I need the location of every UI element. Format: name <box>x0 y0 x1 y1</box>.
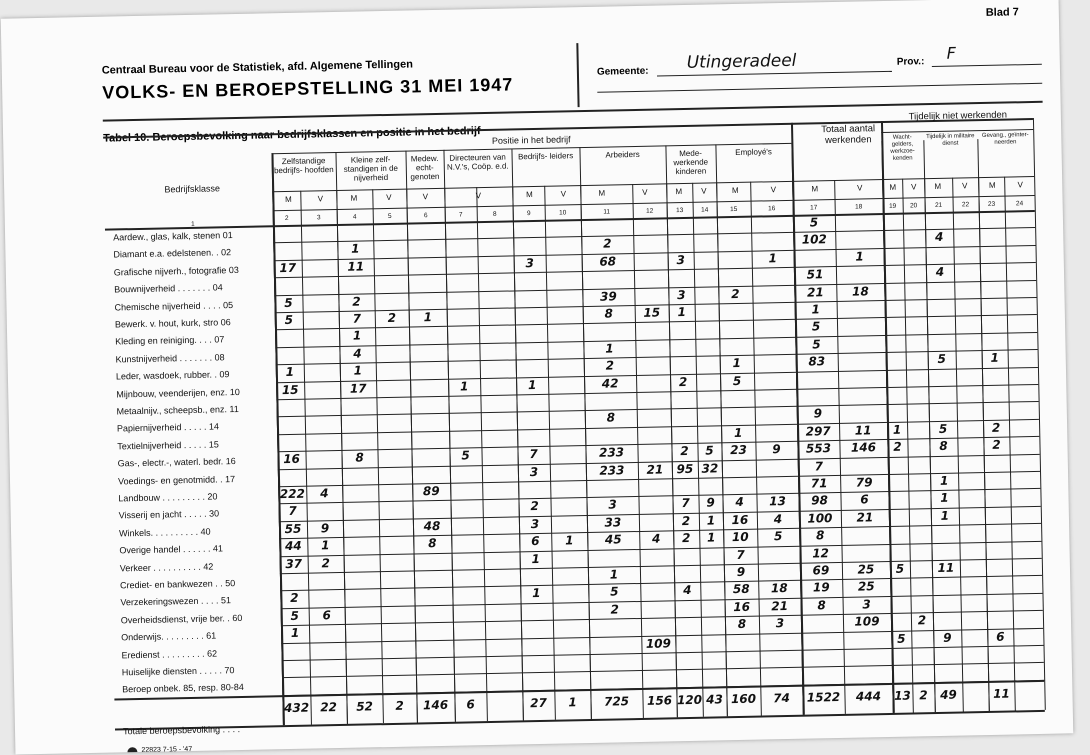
table-cell: 5 <box>809 215 819 230</box>
total-cell: 13 <box>893 688 911 703</box>
table-cell: 2 <box>917 613 927 628</box>
row-label: Aardew., glas, kalk, stenen 01 <box>113 230 233 243</box>
table-cell: 4 <box>683 583 692 598</box>
table-cell: 2 <box>605 358 615 373</box>
column-group-2: Kleine zelf- standigen in de nijverheid <box>343 154 399 183</box>
sub-header-m: M <box>598 188 606 198</box>
table-cell: 7 <box>352 311 362 326</box>
column-group-10: Wacht- gelders, werkzoe- kenden <box>890 134 915 162</box>
table-cell: 37 <box>285 556 303 571</box>
table-cell: 98 <box>811 493 829 508</box>
row-label: Bewerk. v. hout, kurk, stro 06 <box>114 317 231 330</box>
table-cell: 1 <box>532 586 541 601</box>
table-cell: 39 <box>599 288 617 304</box>
table-cell: 2 <box>681 513 691 528</box>
table-cell: 1 <box>459 378 469 394</box>
table-cell: 7 <box>681 496 690 511</box>
table-cell: 297 <box>805 423 831 439</box>
table-cell: 3 <box>862 597 871 612</box>
table-cell: 7 <box>814 458 824 474</box>
table-cell: 2 <box>530 499 539 514</box>
table-cell: 4 <box>935 264 945 280</box>
positie-header: Positie in het bedrijf <box>491 134 571 146</box>
column-number-5: 5 <box>387 212 392 220</box>
sub-header-v: V <box>857 183 863 193</box>
bureau-title: Centraal Bureau voor de Statistiek, afd. Algemene Tellingen <box>101 58 413 77</box>
table-cell: 12 <box>812 545 830 561</box>
table-cell: 102 <box>801 232 827 248</box>
table-cell: 1 <box>531 551 540 566</box>
row-label: Chemische nijverheid . . . . 05 <box>114 299 234 313</box>
table-cell: 9 <box>736 564 746 580</box>
table-cell: 5 <box>897 631 906 646</box>
table-cell: 109 <box>854 614 880 629</box>
total-cell: 49 <box>939 687 957 702</box>
table-cell: 48 <box>423 518 441 534</box>
total-cell: 2 <box>919 688 928 703</box>
sub-header-v: V <box>422 192 429 202</box>
total-cell: 444 <box>855 688 882 704</box>
sub-header-v: V <box>911 182 917 192</box>
sub-header-m: M <box>675 187 683 197</box>
table-cell: 1 <box>564 533 574 548</box>
column-number-20: 20 <box>909 202 918 210</box>
table-cell: 51 <box>806 267 824 282</box>
table-cell: 9 <box>320 520 330 536</box>
table-cell: 1 <box>939 473 949 488</box>
table-cell: 2 <box>731 286 740 301</box>
table-title: Tabel 10. Beroepsbevolking naar bedrijfsklassen en positie in het bedrijf <box>103 125 481 145</box>
table-cell: 3 <box>529 464 539 479</box>
table-cell: 2 <box>681 531 691 546</box>
table-cell: 3 <box>608 497 617 512</box>
print-code: 22823 7-15 - '47 <box>141 745 193 755</box>
row-label: Papiernijverheid . . . . . 14 <box>116 421 220 434</box>
table-cell: 13 <box>769 494 787 509</box>
sub-header-v: V <box>475 191 482 201</box>
table-cell: 9 <box>813 406 823 421</box>
row-label: Onderwijs. . . . . . . . . 61 <box>121 630 217 643</box>
table-cell: 2 <box>991 420 1001 435</box>
table-cell: 55 <box>284 521 302 536</box>
table-cell: 1 <box>892 422 902 437</box>
row-label: Gas-, electr.-, waterl. bedr. 16 <box>117 456 236 469</box>
tijdelijk-header: Tijdelijk niet werkenden <box>908 109 1008 123</box>
table-cell: 5 <box>937 351 947 367</box>
column-group-12: Gevang., geïnter- neerden <box>981 132 1029 146</box>
sub-header-m: M <box>731 185 739 196</box>
table-cell: 1 <box>733 425 743 440</box>
row-label: Overheidsdienst, vrije ber. . 60 <box>120 612 243 626</box>
row-label: Visserij en jacht . . . . . 30 <box>118 508 220 521</box>
table-cell: 16 <box>731 512 749 527</box>
table-cell: 1 <box>605 341 614 356</box>
table-cell: 3 <box>525 255 535 271</box>
total-cell: 74 <box>773 690 790 706</box>
table-cell: 11 <box>937 560 955 575</box>
table-cell: 2 <box>290 591 299 606</box>
sub-header-v: V <box>642 187 648 197</box>
table-cell: 21 <box>856 510 874 525</box>
sub-header-m: M <box>934 181 942 191</box>
table-cell: 109 <box>645 635 672 651</box>
table-cell: 1 <box>527 377 537 392</box>
table-cell: 17 <box>279 260 297 275</box>
table-cell: 233 <box>598 445 625 460</box>
total-cell: 156 <box>646 693 673 708</box>
table-cell: 89 <box>422 483 440 499</box>
table-cell: 6 <box>860 492 869 507</box>
table-cell: 2 <box>352 294 361 309</box>
sheet-label: Blad 7 <box>985 6 1019 19</box>
table-cell: 4 <box>934 230 944 245</box>
table-cell: 2 <box>610 602 620 617</box>
print-code-seal-icon <box>127 747 137 754</box>
table-cell: 2 <box>893 439 902 455</box>
column-number-15: 15 <box>730 205 738 214</box>
row-label: Kunstnijverheid . . . . . . . 08 <box>115 352 225 365</box>
total-cell: 43 <box>706 692 724 707</box>
table-cell: 1 <box>677 304 687 320</box>
sub-header-v: V <box>1017 180 1024 190</box>
table-cell: 1 <box>290 626 300 641</box>
table-cell: 5 <box>284 295 293 310</box>
total-cell: 160 <box>730 691 757 706</box>
column-group-11: Tijdelijk in militaire dienst <box>925 133 975 147</box>
table-cell: 4 <box>319 486 329 501</box>
row-label: Beroep onbek. 85, resp. 80-84 <box>122 682 244 695</box>
column-number-11: 11 <box>603 208 611 216</box>
column-number-18: 18 <box>854 203 863 211</box>
table-cell: 5 <box>610 584 619 599</box>
sub-header-v: V <box>701 186 707 196</box>
column-group-7: Mede- werkende kinderen <box>673 148 709 177</box>
table-cell: 10 <box>731 529 749 545</box>
table-cell: 44 <box>284 538 302 554</box>
table-cell: 2 <box>992 437 1001 453</box>
total-cell: 146 <box>422 697 449 713</box>
row-label: Diamant e.a. edelstenen. . 02 <box>113 247 232 260</box>
sub-header-m: M <box>284 194 292 205</box>
total-cell: 52 <box>356 699 374 714</box>
column-number-8: 8 <box>492 210 497 218</box>
row-label: Overige handel . . . . . . 41 <box>119 543 224 556</box>
table-cell: 21 <box>646 462 664 477</box>
column-number-21: 21 <box>934 201 943 209</box>
table-cell: 1 <box>855 249 864 264</box>
table-cell: 2 <box>678 374 688 389</box>
row-label: Huiselijke diensten . . . . . 70 <box>121 665 235 678</box>
sub-header-m: M <box>350 193 358 203</box>
table-cell: 4 <box>773 511 783 527</box>
column-number-10: 10 <box>559 209 567 217</box>
row-label: Eredienst . . . . . . . . . 62 <box>121 648 218 660</box>
table-cell: 4 <box>353 346 362 361</box>
table-cell: 15 <box>643 305 661 320</box>
table-cell: 7 <box>529 447 538 462</box>
table-cell: 2 <box>680 444 689 459</box>
table-cell: 5 <box>773 529 783 544</box>
table-cell: 1 <box>768 250 777 266</box>
row-label: Voedings- en genotmidd. . 17 <box>117 473 236 487</box>
table-cell: 1 <box>940 508 950 523</box>
table-cell: 5 <box>938 421 948 436</box>
table-cell: 8 <box>815 528 825 543</box>
column-number-16: 16 <box>767 205 776 213</box>
row-label: Crediet- en bankwezen . . 50 <box>120 578 236 591</box>
stub-number: 1 <box>191 220 195 228</box>
sub-header-m: M <box>988 180 996 190</box>
table-cell: 58 <box>732 582 750 597</box>
table-cell: 21 <box>806 284 824 300</box>
table-cell: 79 <box>855 475 873 490</box>
table-cell: 5 <box>705 443 714 458</box>
data-table <box>1 0 1074 755</box>
column-number-7: 7 <box>458 211 463 219</box>
table-cell: 25 <box>857 579 875 594</box>
table-cell: 25 <box>857 562 875 577</box>
table-cell: 45 <box>604 532 622 547</box>
table-cell: 8 <box>604 306 614 321</box>
table-cell: 11 <box>854 423 872 438</box>
total-cell: 6 <box>466 697 475 712</box>
table-cell: 3 <box>775 616 785 631</box>
column-number-4: 4 <box>352 213 357 221</box>
table-cell: 1 <box>352 328 362 344</box>
gemeente-label: Gemeente: <box>596 65 649 78</box>
table-cell: 17 <box>349 381 367 396</box>
total-cell: 22 <box>320 699 338 715</box>
table-cell: 33 <box>604 515 622 530</box>
table-cell: 553 <box>805 441 832 456</box>
table-cell: 1 <box>609 567 619 582</box>
census-sheet <box>1 0 1074 755</box>
table-cell: 32 <box>701 460 719 476</box>
table-cell: 233 <box>599 462 625 478</box>
table-cell: 19 <box>812 580 830 595</box>
totals-label: Totale beroepsbevolking . . . . <box>122 724 241 737</box>
column-group-8: Employé's <box>735 147 772 157</box>
column-number-3: 3 <box>316 214 321 222</box>
table-cell: 71 <box>810 476 828 491</box>
row-label: Bouwnijverheid . . . . . . . 04 <box>114 282 223 295</box>
column-number-19: 19 <box>888 202 897 210</box>
total-cell: 432 <box>283 700 310 715</box>
table-cell: 1 <box>423 310 433 325</box>
column-group-4: Directeuren van N.V.'s, Coöp. e.d. <box>446 152 509 172</box>
table-cell: 21 <box>771 598 789 614</box>
gemeente-value: Utingeradeel <box>686 50 797 73</box>
table-cell: 5 <box>284 312 294 328</box>
total-cell: 27 <box>530 695 548 710</box>
column-number-6: 6 <box>423 212 428 220</box>
stub-header: Bedrijfsklasse <box>164 183 221 195</box>
table-cell: 16 <box>283 451 301 467</box>
table-cell: 5 <box>895 561 905 576</box>
table-cell: 5 <box>811 319 821 334</box>
column-number-24: 24 <box>1015 200 1024 208</box>
row-label: Winkels. . . . . . . . . . 40 <box>118 526 211 539</box>
column-number-17: 17 <box>809 204 818 212</box>
table-cell: 1 <box>351 241 360 257</box>
table-cell: 95 <box>676 461 694 476</box>
table-cell: 4 <box>651 531 661 546</box>
table-cell: 23 <box>730 442 748 458</box>
column-number-14: 14 <box>701 206 709 214</box>
totaal-header: Totaal aantal werkenden <box>821 123 876 147</box>
sub-header-v: V <box>560 189 567 199</box>
table-cell: 15 <box>281 382 299 397</box>
total-cell: 1 <box>568 695 577 710</box>
table-cell: 8 <box>606 410 616 425</box>
table-cell: 42 <box>601 375 619 391</box>
table-cell: 18 <box>770 581 788 596</box>
column-number-12: 12 <box>646 207 654 215</box>
sub-header-m: M <box>889 182 897 192</box>
total-cell: 11 <box>992 686 1010 701</box>
table-cell: 5 <box>290 608 300 623</box>
table-cell: 1 <box>940 491 949 506</box>
table-cell: 5 <box>812 337 821 352</box>
table-cell: 18 <box>851 283 869 299</box>
table-cell: 69 <box>812 563 830 578</box>
sub-header-m: M <box>811 184 819 194</box>
table-cell: 16 <box>733 599 751 614</box>
column-group-5: Bedrijfs- leiders <box>517 151 574 162</box>
census-title: VOLKS- EN BEROEPSTELLING 31 MEI 1947 <box>102 74 514 103</box>
sub-header-v: V <box>317 194 324 204</box>
table-cell: 222 <box>279 486 305 502</box>
prov-label: Prov.: <box>896 56 925 68</box>
table-cell: 1 <box>706 530 716 545</box>
sub-header-v: V <box>962 181 968 191</box>
table-cell: 2 <box>603 236 612 252</box>
table-cell: 1 <box>990 350 1000 366</box>
table-cell: 5 <box>461 448 470 463</box>
prov-value: F <box>946 43 956 63</box>
column-number-22: 22 <box>961 201 970 209</box>
table-cell: 1 <box>732 356 742 371</box>
sub-header-v: V <box>770 185 777 195</box>
sub-header-v: V <box>386 192 392 202</box>
row-label: Grafische nijverh., fotografie 03 <box>113 264 239 278</box>
column-group-3: Medew. echt- genoten <box>410 153 440 182</box>
column-number-23: 23 <box>987 200 996 208</box>
table-cell: 146 <box>850 440 877 455</box>
table-cell: 7 <box>736 547 745 562</box>
table-cell: 1 <box>285 365 295 380</box>
table-cell: 7 <box>288 504 297 519</box>
column-number-9: 9 <box>526 210 531 218</box>
table-cell: 11 <box>347 259 365 274</box>
table-cell: 4 <box>735 495 744 510</box>
table-cell: 100 <box>807 510 833 526</box>
table-cell: 3 <box>676 252 686 267</box>
column-group-6: Arbeiders <box>605 149 640 160</box>
table-cell: 83 <box>808 354 826 369</box>
table-cell: 2 <box>387 310 397 325</box>
table-cell: 8 <box>355 450 364 465</box>
table-cell: 1 <box>811 302 821 317</box>
table-cell: 6 <box>530 534 540 549</box>
table-cell: 6 <box>322 607 332 623</box>
column-number-2: 2 <box>284 214 289 223</box>
table-cell: 9 <box>943 630 952 645</box>
row-label: Verkeer . . . . . . . . . . 42 <box>119 561 214 574</box>
total-cell: 725 <box>603 694 630 709</box>
sub-header-m: M <box>525 190 533 200</box>
table-cell: 1 <box>706 513 716 528</box>
table-cell: 8 <box>939 438 948 454</box>
row-label: Textielnijverheid . . . . . 15 <box>117 439 219 452</box>
table-cell: 9 <box>706 495 715 511</box>
row-label: Kleding en reiniging. . . . 07 <box>115 334 225 347</box>
table-cell: 9 <box>772 442 781 457</box>
row-label: Verzekeringswezen . . . . 51 <box>120 595 232 608</box>
column-number-13: 13 <box>676 207 684 215</box>
table-cell: 1 <box>353 363 363 378</box>
table-cell: 8 <box>737 617 747 632</box>
table-cell: 2 <box>321 555 331 570</box>
total-cell: 120 <box>676 692 703 708</box>
column-group-1: Zelfstandige bedrijfs- hoofden <box>273 156 334 176</box>
total-cell: 2 <box>395 698 404 713</box>
row-label: Mijnbouw, veenderijen, enz. 10 <box>116 386 240 400</box>
row-label: Leder, wasdoek, rubber. . 09 <box>115 369 230 382</box>
table-cell: 3 <box>530 516 540 531</box>
table-cell: 8 <box>428 536 437 551</box>
row-label: Landbouw . . . . . . . . . 20 <box>118 491 218 504</box>
table-cell: 5 <box>732 373 742 388</box>
table-cell: 8 <box>817 598 826 613</box>
table-cell: 6 <box>995 629 1005 644</box>
table-cell: 68 <box>599 254 617 269</box>
row-label: Metaalnijv., scheepsb., enz. 11 <box>116 403 239 417</box>
total-cell: 1522 <box>806 689 841 705</box>
table-cell: 3 <box>677 287 686 302</box>
table-cell: 1 <box>321 538 330 553</box>
